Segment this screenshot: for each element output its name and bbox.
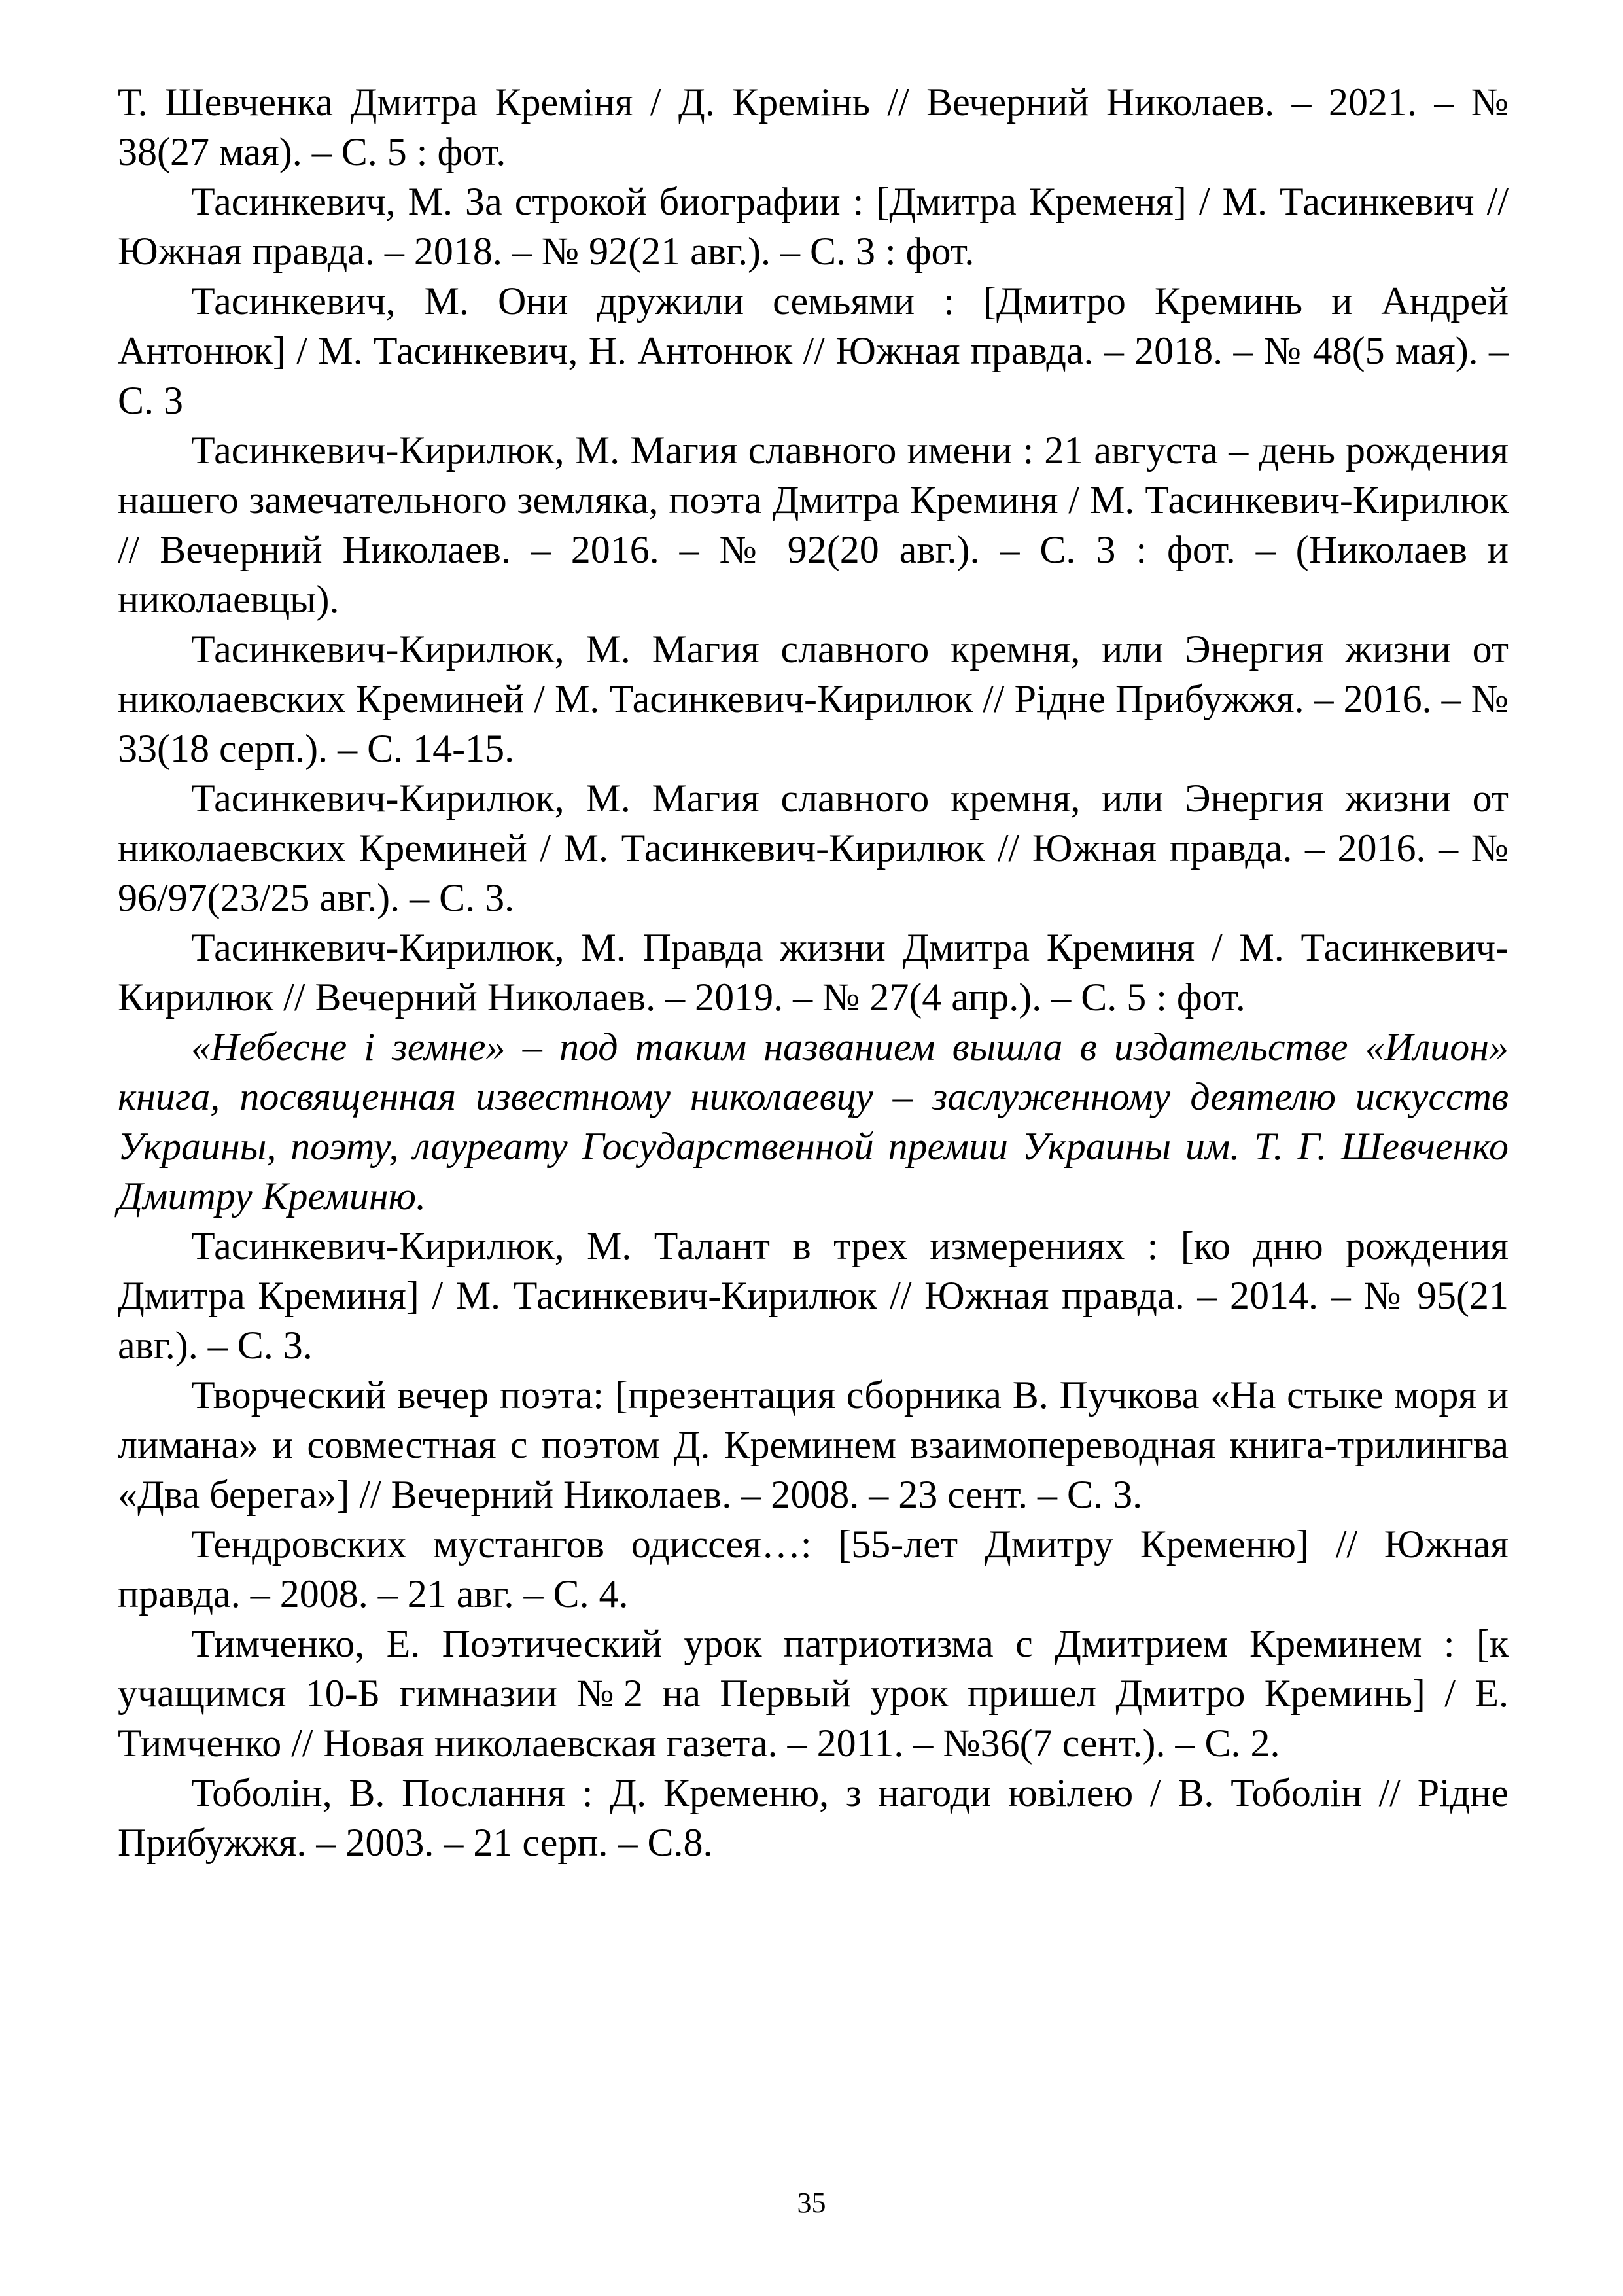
bibliography-entry: Тасинкевич-Кирилюк, М. Магия славного имени : 21 августа – день рождения нашего замечательного земляка, поэта Дмитра Креминя / М. Тасинкевич-Кирилюк // Вечерний Николаев. – 2016. – № 92(20 авг.). – С. 3 : фот. – (Николаев и николаевцы).: [118, 429, 1509, 621]
page-body: [118, 77, 1509, 1867]
bibliography-entry: Тасинкевич-Кирилюк, М. Талант в трех измерениях : [ко дню рождения Дмитра Креминя] / М. Тасинкевич-Кирилюк // Южная правда. – 2014. – № 95(21 авг.). – С. 3.: [118, 1224, 1509, 1367]
bibliography-entry: Тимченко, Е. Поэтический урок патриотизма с Дмитрием Креминем : [к учащимся 10-Б гимназии №2 на Первый урок пришел Дмитро Креминь] / Е. Тимченко // Новая николаевская газета. – 2011. – №36(7 сент.). – С. 2.: [118, 1622, 1509, 1765]
bibliography-entry: Тендровских мустангов одиссея…: [55-лет Дмитру Кременю] // Южная правда. – 2008. – 21 авг. – С. 4.: [118, 1523, 1509, 1616]
page-number: 35: [797, 2187, 826, 2219]
entry-annotation: «Небесне і земне» – под таким названием вышла в издательстве «Илион» книга, посвященная известному николаевцу – заслуженному деятелю искусств Украины, поэту, лауреату Государственной премии Украины им. Т. Г. Шевченко Дмитру Креминю.: [118, 1025, 1509, 1218]
bibliography-entry: Творческий вечер поэта: [презентация сборника В. Пучкова «На стыке моря и лимана» и совместная с поэтом Д. Креминем взаимопереводная книга-трилингва «Два берега»] // Вечерний Николаев. – 2008. – 23 сент. – С. 3.: [118, 1373, 1509, 1516]
bibliography-entry: Тасинкевич-Кирилюк, М. Правда жизни Дмитра Креминя / М. Тасинкевич-Кирилюк // Вечерний Николаев. – 2019. – № 27(4 апр.). – С. 5 : фот.: [118, 926, 1509, 1019]
bibliography-entry-continuation: Т. Шевченка Дмитра Креміня / Д. Кремінь // Вечерний Николаев. – 2021. – № 38(27 мая). – С. 5 : фот.: [118, 80, 1509, 173]
bibliography-entry: Тасинкевич, М. Они дружили семьями : [Дмитро Креминь и Андрей Антонюк] / М. Тасинкевич, Н. Антонюк // Южная правда. – 2018. – № 48(5 мая). – С. 3: [118, 279, 1509, 422]
bibliography-entry: Тасинкевич-Кирилюк, М. Магия славного кремня, или Энергия жизни от николаевских Креминей / М. Тасинкевич-Кирилюк // Южная правда. – 2016. – № 96/97(23/25 авг.). – С. 3.: [118, 777, 1509, 919]
bibliography-entry: Тасинкевич-Кирилюк, М. Магия славного кремня, или Энергия жизни от николаевских Креминей / М. Тасинкевич-Кирилюк // Рідне Прибужжя. – 2016. – № 33(18 серп.). – С. 14-15.: [118, 627, 1509, 770]
bibliography-entry: Тасинкевич, М. За строкой биографии : [Дмитра Кременя] / М. Тасинкевич // Южная правда. – 2018. – № 92(21 авг.). – С. 3 : фот.: [118, 180, 1509, 273]
bibliography-entry: Тоболін, В. Послання : Д. Кременю, з нагоди ювілею / В. Тоболін // Рідне Прибужжя. – 2003. – 21 серп. – С.8.: [118, 1771, 1509, 1864]
